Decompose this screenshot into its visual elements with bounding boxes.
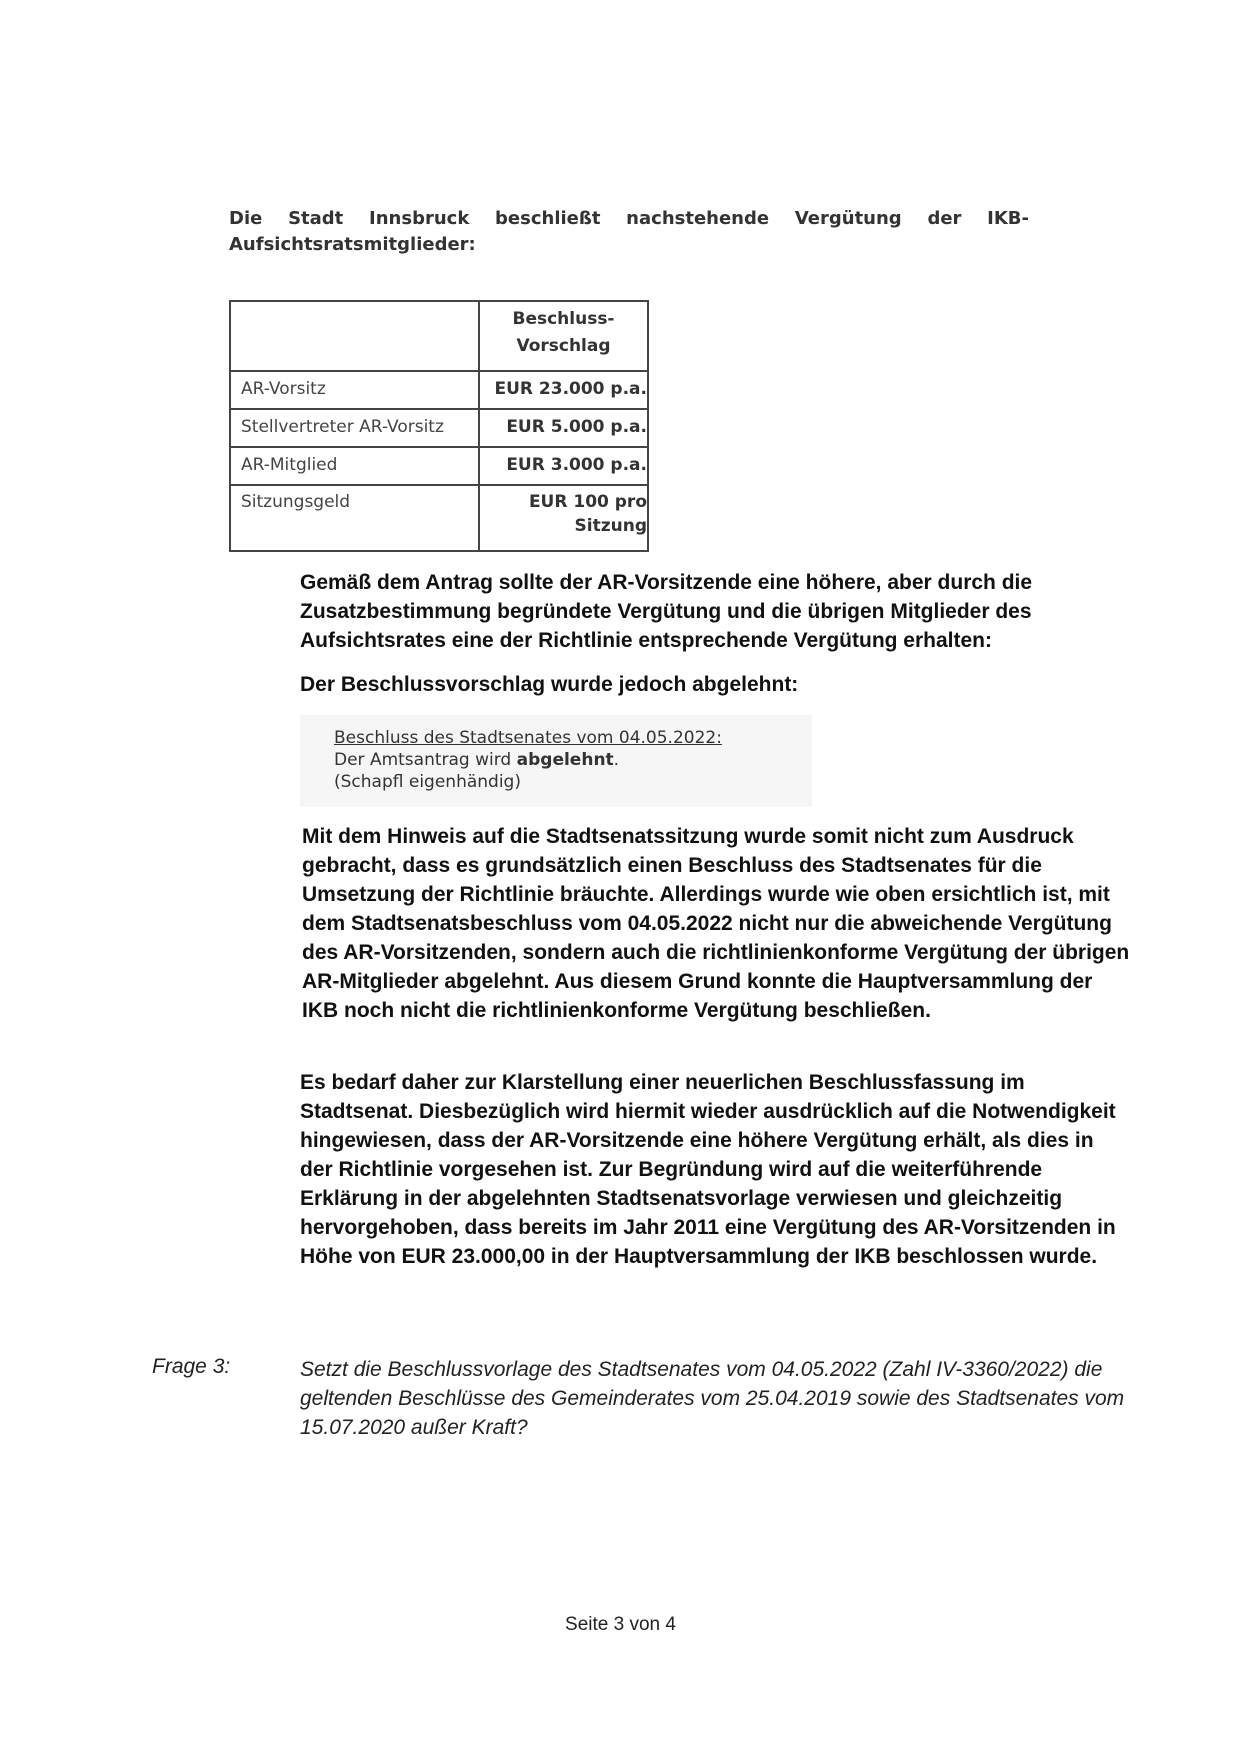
row-label: Sitzungsgeld — [230, 485, 479, 551]
table-header-cell — [479, 301, 648, 371]
table-header-empty — [230, 301, 479, 371]
scanned-intro — [229, 206, 1029, 258]
paragraph-hinweis: Mit dem Hinweis auf die Stadtsenatssitzung wurde somit nicht zum Ausdruck gebracht, dass es grundsätzlich einen Beschluss des Stadtsenates für die Umsetzung der Richtlinie bräuchte. Allerdings wurde wie oben ersichtlich ist, mit dem Stadtsenatsbeschluss vom 04.05.2022 nicht nur die abweichende Vergütung des AR-Vorsitzenden, sondern auch die richtlinienkonforme Vergütung der übrigen AR-Mitglieder abgelehnt. Aus diesem Grund konnte die Hauptversammlung der IKB noch nicht die richtlinienkonforme Vergütung beschließen. — [302, 825, 1130, 1022]
row-value: EUR 5.000 p.a. — [479, 409, 648, 447]
decision-text-bold: abgelehnt — [516, 750, 614, 770]
decision-text-prefix: Der Amtsantrag wird — [334, 750, 517, 770]
decision-text-suffix: . — [613, 750, 620, 770]
table-header-row — [230, 301, 648, 371]
row-value-line1: EUR 100 pro — [528, 492, 647, 512]
scanned-intro-line2: Aufsichtsratsmitglieder: — [229, 234, 476, 255]
row-label: AR-Mitglied — [230, 447, 479, 485]
paragraph-klarstellung: Es bedarf daher zur Klarstellung einer neuerlichen Beschlussfassung im Stadtsenat. Diesbezüglich wird hiermit wieder ausdrücklich auf die Notwendigkeit hingewiesen, dass der AR-Vorsitzende eine höhere Vergütung erhält, als dies in der Richtlinie vorgesehen ist. Zur Begründung wird auf die weiterführende Erklärung in der abgelehnten Stadtsenatsvorlage verwiesen und gleichzeitig hervorgehoben, dass bereits im Jahr 2011 eine Vergütung des AR-Vorsitzenden in Höhe von EUR 23.000,00 in der Hauptversammlung der IKB beschlossen wurde. — [300, 1071, 1116, 1268]
decision-title: Beschluss des Stadtsenates vom 04.05.2022: — [334, 728, 722, 748]
row-value: EUR 3.000 p.a. — [479, 447, 648, 485]
decision-excerpt — [300, 715, 812, 807]
row-value — [479, 485, 648, 551]
decision-text — [300, 749, 812, 771]
table-header-line1: Beschluss- — [512, 309, 615, 329]
page-number: Seite 3 von 4 — [565, 1614, 676, 1635]
row-value: EUR 23.000 p.a. — [479, 371, 648, 409]
paragraph-abgelehnt: Der Beschlussvorschlag wurde jedoch abgelehnt: — [300, 673, 799, 696]
compensation-table — [229, 300, 649, 552]
row-label: Stellvertreter AR-Vorsitz — [230, 409, 479, 447]
question-text: Setzt die Beschlussvorlage des Stadtsenates vom 04.05.2022 (Zahl IV-3360/2022) die geltenden Beschlüsse des Gemeinderates vom 25.04.2019 sowie des Stadtsenates vom 15.07.2020 außer Kraft? — [300, 1358, 1125, 1439]
row-value-line2: Sitzung — [574, 516, 647, 536]
table-header-line2: Vorschlag — [516, 336, 611, 356]
table-row — [230, 371, 648, 409]
row-label: AR-Vorsitz — [230, 371, 479, 409]
table-row — [230, 485, 648, 551]
table-row — [230, 409, 648, 447]
scanned-intro-line1: Die Stadt Innsbruck beschließt nachstehende Vergütung der IKB- — [229, 208, 1029, 229]
paragraph-antrag: Gemäß dem Antrag sollte der AR-Vorsitzende eine höhere, aber durch die Zusatzbestimmung begründete Vergütung und die übrigen Mitglieder des Aufsichtsrates eine der Richtlinie entsprechende Vergütung erhalten: — [300, 571, 1033, 652]
decision-signature: (Schapfl eigenhändig) — [334, 772, 521, 792]
table-row — [230, 447, 648, 485]
question-label: Frage 3: — [152, 1355, 231, 1378]
